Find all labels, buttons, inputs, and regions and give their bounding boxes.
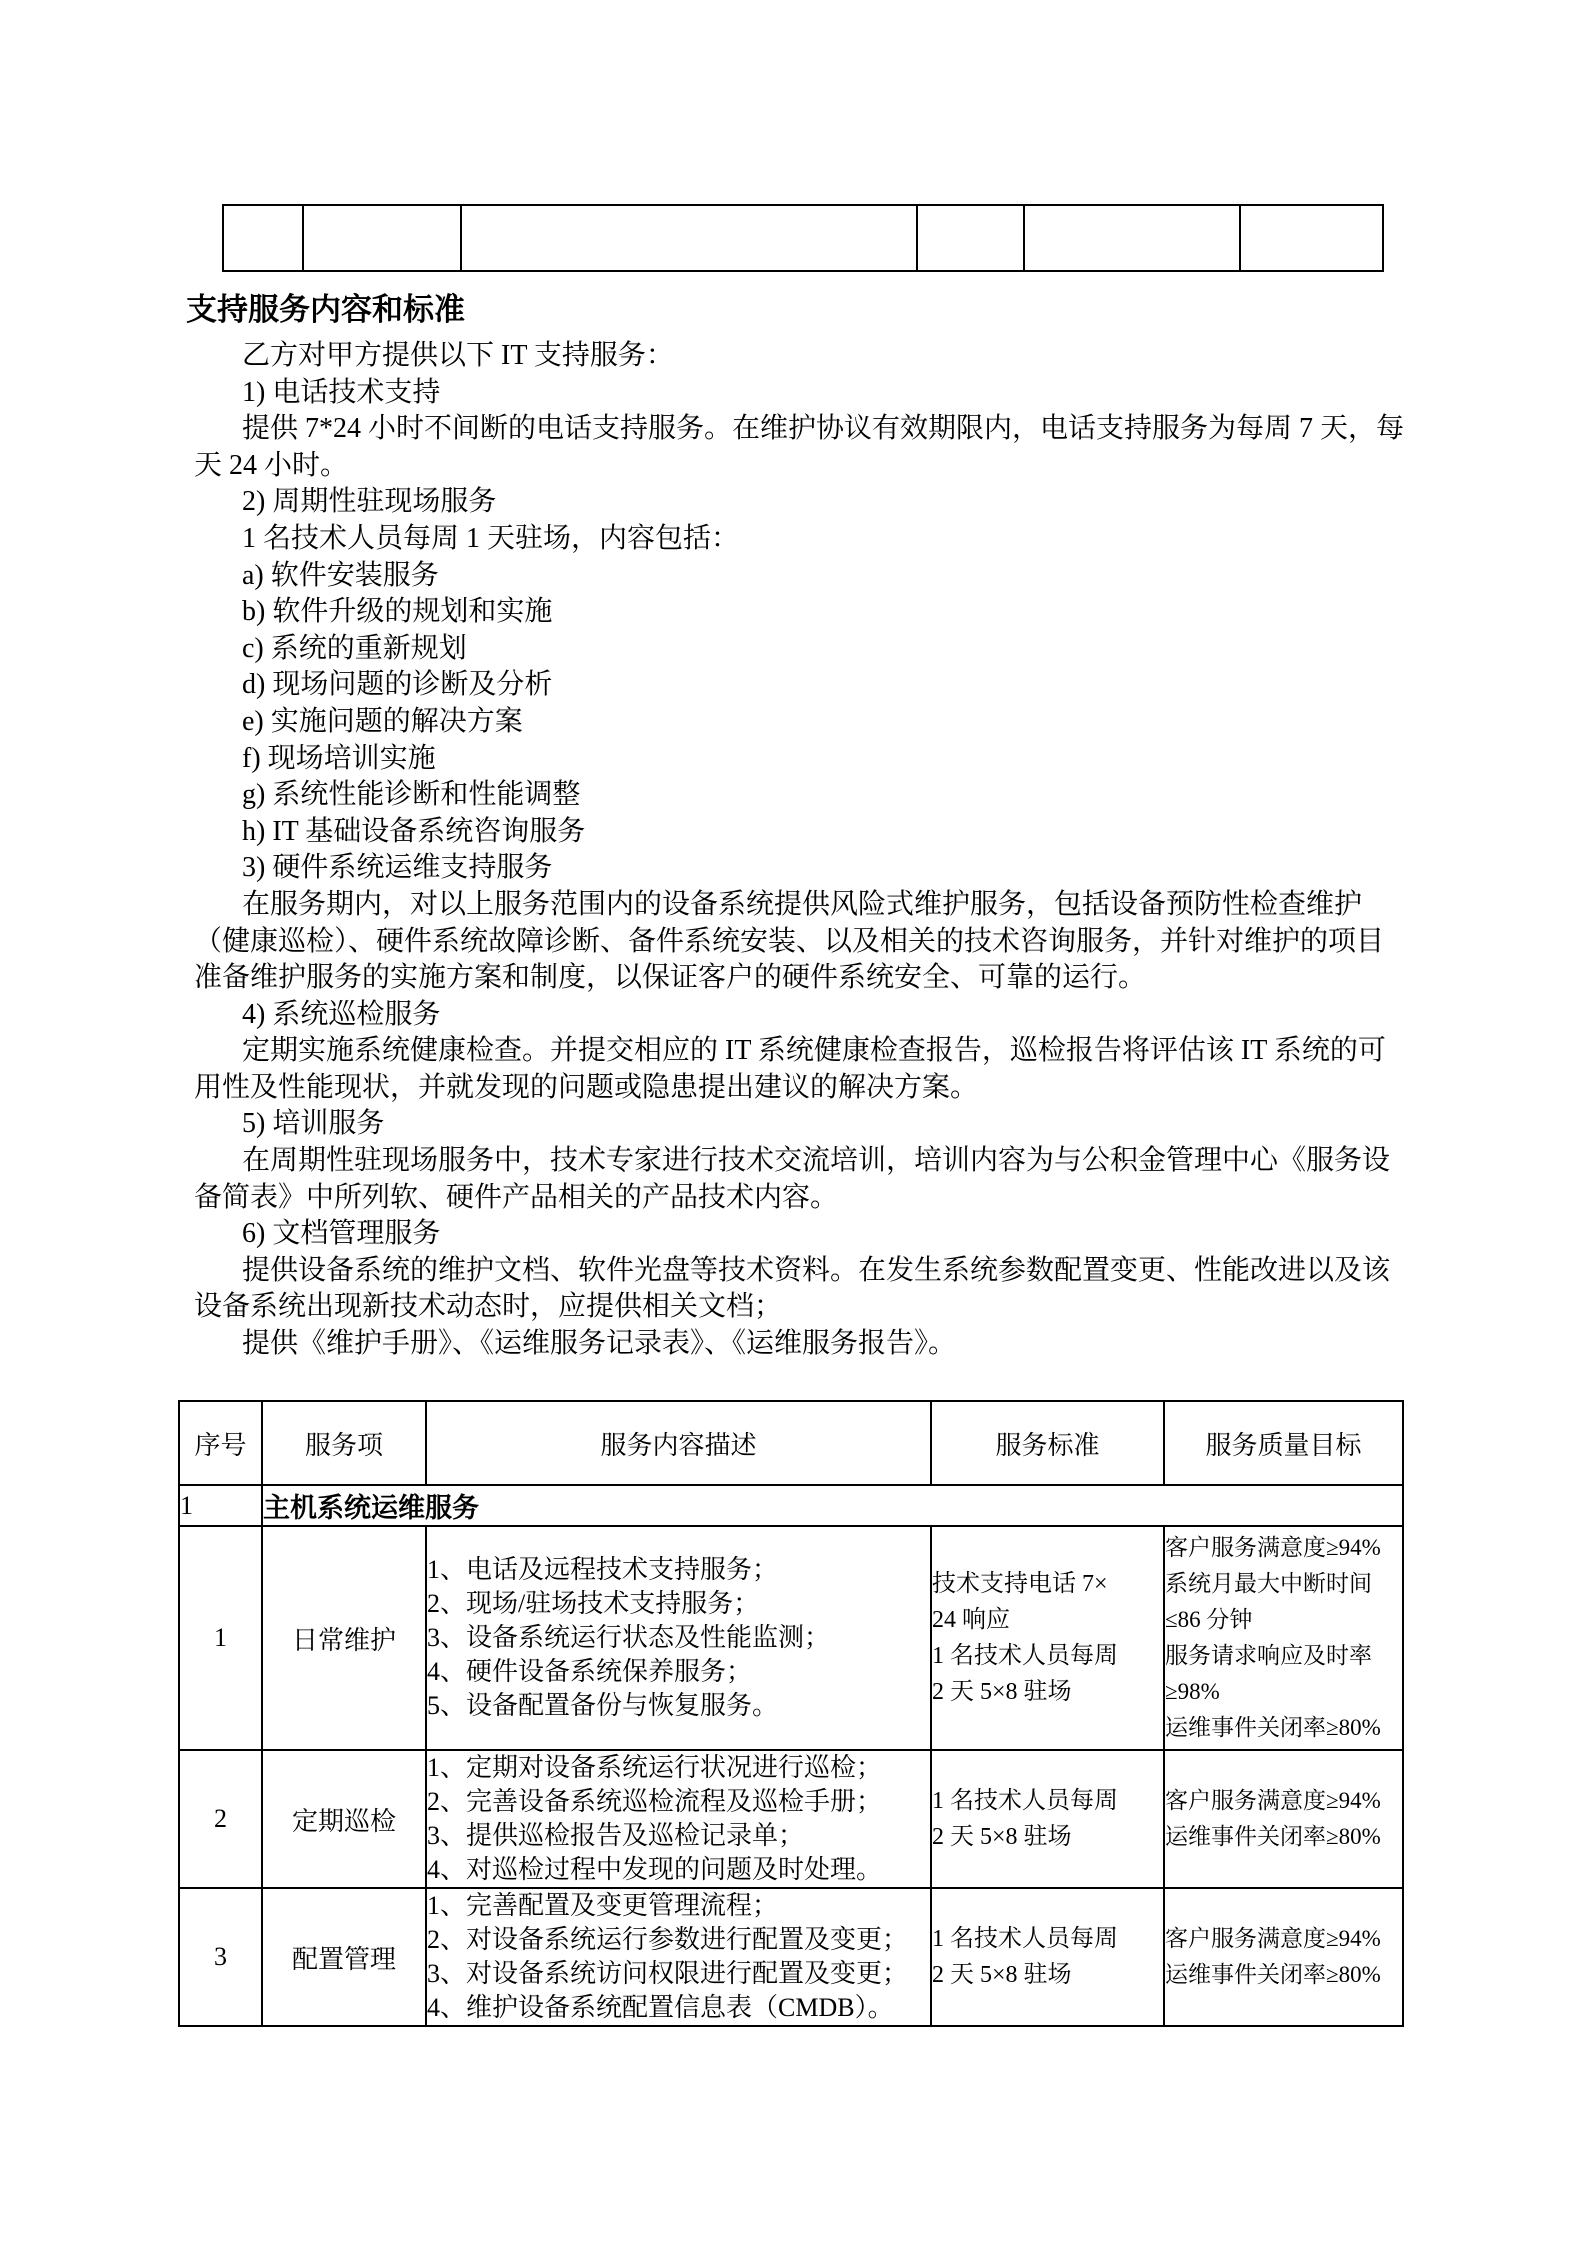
quality-line: 运维事件关闭率≥80% (1165, 1715, 1381, 1740)
row-index: 3 (179, 1888, 262, 2026)
standard-line: 24 响应 (932, 1607, 1010, 1633)
empty-cell (917, 205, 1024, 271)
text-line: 定期实施系统健康检查。并提交相应的 IT 系统健康检查报告，巡检报告将评估该 IT 系统的可 (242, 1035, 1386, 1067)
text-line: a) 软件安装服务 (242, 559, 439, 591)
text-line: 5) 培训服务 (242, 1108, 385, 1140)
description-line: 3、设备系统运行状态及性能监测； (427, 1623, 831, 1652)
description-line: 2、对设备系统运行参数进行配置及变更； (427, 1925, 909, 1954)
previous-table-fragment (222, 204, 1384, 272)
description-line: 2、现场/驻场技术支持服务； (427, 1589, 760, 1618)
description-line: 4、硬件设备系统保养服务； (427, 1657, 753, 1686)
table-row (179, 1750, 1403, 1888)
description-line: 5、设备配置备份与恢复服务。 (427, 1691, 779, 1720)
quality-line: ≥98% (1165, 1679, 1220, 1704)
text-line: d) 现场问题的诊断及分析 (242, 669, 553, 701)
text-line: 提供《维护手册》、《运维服务记录表》、《运维服务报告》。 (242, 1328, 957, 1360)
service-quality (1164, 1526, 1403, 1750)
text-line: 设备系统出现新技术动态时，应提供相关文档； (194, 1291, 783, 1323)
text-line: 3) 硬件系统运维支持服务 (242, 852, 553, 884)
table-row (179, 1888, 1403, 2026)
standard-line: 技术支持电话 7× (932, 1571, 1108, 1597)
description-line: 1、完善配置及变更管理流程； (427, 1891, 779, 1920)
group-title: 主机系统运维服务 (262, 1485, 1403, 1526)
quality-line: 客户服务满意度≥94% (1165, 1926, 1381, 1951)
text-line: 1) 电话技术支持 (242, 376, 441, 408)
section-heading: 支持服务内容和标准 (186, 292, 465, 327)
text-line: 用性及性能现状，并就发现的问题或隐患提出建议的解决方案。 (194, 1071, 979, 1103)
text-line: 准备维护服务的实施方案和制度，以保证客户的硬件系统安全、可靠的运行。 (194, 962, 1147, 994)
service-standard (931, 1750, 1164, 1888)
service-standard (931, 1888, 1164, 2026)
text-line: 提供 7*24 小时不间断的电话支持服务。在维护协议有效期限内，电话支持服务为每周 7 天，每 (242, 413, 1405, 445)
description-line: 3、提供巡检报告及巡检记录单； (427, 1821, 805, 1850)
service-quality (1164, 1750, 1403, 1888)
fragment-row (223, 205, 1383, 271)
description-line: 1、定期对设备系统运行状况进行巡检； (427, 1753, 883, 1782)
text-line: 提供设备系统的维护文档、软件光盘等技术资料。在发生系统参数配置变更、性能改进以及该 (242, 1254, 1391, 1286)
table-header-row (179, 1401, 1403, 1485)
service-description (426, 1526, 931, 1750)
empty-cell (461, 205, 917, 271)
header-cell-index: 序号 (179, 1401, 262, 1485)
quality-line: 运维事件关闭率≥80% (1165, 1962, 1381, 1987)
table-row (179, 1526, 1403, 1750)
empty-cell (1240, 205, 1383, 271)
empty-cell (303, 205, 461, 271)
standard-line: 2 天 5×8 驻场 (932, 1824, 1072, 1850)
header-cell-item: 服务项 (262, 1401, 426, 1485)
body-text (194, 338, 1474, 1363)
service-item: 配置管理 (262, 1888, 426, 2026)
text-line: 6) 文档管理服务 (242, 1218, 441, 1250)
header-cell-quality: 服务质量目标 (1164, 1401, 1403, 1485)
text-line: h) IT 基础设备系统咨询服务 (242, 815, 586, 847)
text-line: 天 24 小时。 (194, 449, 349, 481)
text-line: 在周期性驻现场服务中，技术专家进行技术交流培训，培训内容为与公积金管理中心《服务设 (242, 1145, 1391, 1177)
standard-line: 1 名技术人员每周 (932, 1788, 1118, 1814)
service-table (178, 1400, 1404, 2027)
standard-line: 2 天 5×8 驻场 (932, 1962, 1072, 1988)
service-item: 定期巡检 (262, 1750, 426, 1888)
description-line: 3、对设备系统访问权限进行配置及变更； (427, 1959, 909, 1988)
service-standard (931, 1526, 1164, 1750)
row-index: 2 (179, 1750, 262, 1888)
empty-cell (223, 205, 303, 271)
description-line: 4、对巡检过程中发现的问题及时处理。 (427, 1855, 883, 1884)
standard-line: 1 名技术人员每周 (932, 1926, 1118, 1952)
quality-line: 运维事件关闭率≥80% (1165, 1824, 1381, 1849)
quality-line: 系统月最大中断时间 (1165, 1571, 1372, 1596)
text-line: 备简表》中所列软、硬件产品相关的产品技术内容。 (194, 1181, 839, 1213)
row-index: 1 (179, 1526, 262, 1750)
group-row (179, 1485, 1403, 1526)
quality-line: ≤86 分钟 (1165, 1607, 1253, 1632)
text-line: c) 系统的重新规划 (242, 632, 467, 664)
quality-line: 服务请求响应及时率 (1165, 1643, 1372, 1668)
text-line: 2) 周期性驻现场服务 (242, 486, 497, 518)
service-description (426, 1888, 931, 2026)
empty-cell (1024, 205, 1240, 271)
service-quality (1164, 1888, 1403, 2026)
service-item: 日常维护 (262, 1526, 426, 1750)
text-line: e) 实施问题的解决方案 (242, 705, 523, 737)
text-line: 乙方对甲方提供以下 IT 支持服务： (242, 340, 674, 371)
text-line: 在服务期内，对以上服务范围内的设备系统提供风险式维护服务，包括设备预防性检查维护 (242, 888, 1363, 920)
header-cell-standard: 服务标准 (931, 1401, 1164, 1485)
description-line: 2、完善设备系统巡检流程及巡检手册； (427, 1787, 883, 1816)
standard-line: 2 天 5×8 驻场 (932, 1679, 1072, 1705)
text-line: b) 软件升级的规划和实施 (242, 596, 553, 628)
description-line: 4、维护设备系统配置信息表（CMDB）。 (427, 1993, 894, 2022)
text-line: 1 名技术人员每周 1 天驻场，内容包括： (242, 522, 740, 554)
text-line: 4) 系统巡检服务 (242, 998, 441, 1030)
description-line: 1、电话及远程技术支持服务； (427, 1555, 779, 1584)
text-line: g) 系统性能诊断和性能调整 (242, 779, 581, 811)
text-line: f) 现场培训实施 (242, 742, 436, 774)
header-cell-description: 服务内容描述 (426, 1401, 931, 1485)
service-description (426, 1750, 931, 1888)
quality-line: 客户服务满意度≥94% (1165, 1535, 1381, 1560)
standard-line: 1 名技术人员每周 (932, 1643, 1118, 1669)
group-index: 1 (179, 1485, 262, 1526)
quality-line: 客户服务满意度≥94% (1165, 1788, 1381, 1813)
text-line: （健康巡检）、硬件系统故障诊断、备件系统安装、以及相关的技术咨询服务，并针对维护的项目 (194, 925, 1385, 957)
